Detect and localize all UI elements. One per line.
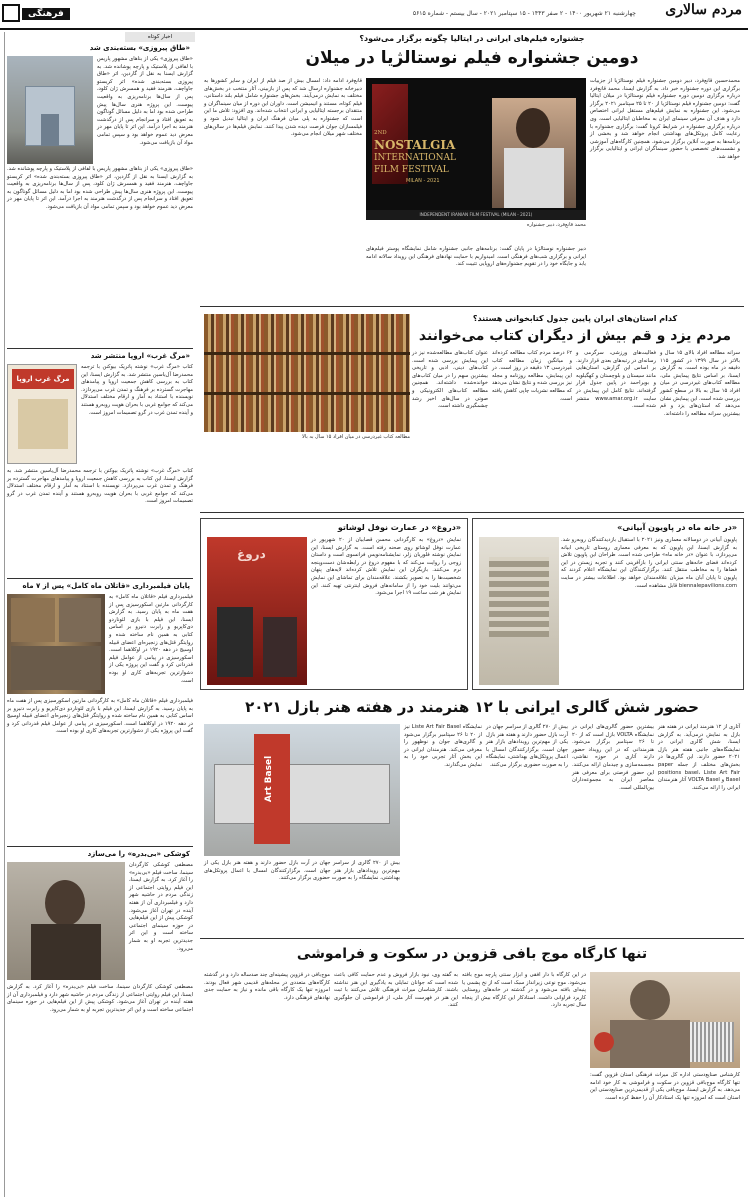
poster-band: INDEPENDENT IRANIAN FILM FESTIVAL (MILAN - 2021) bbox=[366, 210, 586, 220]
poster-line3: INTERNATIONAL bbox=[374, 153, 456, 163]
story5-col3: بیش از ۲۷۰ گالری از سراسر جهان در آرت بازل حضور دارند و هفته هنر بازل یکی از مهم‌ترین رویدادهای بازار هنر جهان است. برگزارکنندگان امسال با اعمال پروتکل‌های بهداشتی، نمایشگاه را به صورت حضوری برگزار می‌کنند. bbox=[484, 724, 569, 768]
brief-body-4a: مصطفی کوشکی کارگردان سینما، ساخت فیلم «بی‌بدره» را آغاز کرد. به گزارش ایسنا، این فیلم روایتی اجتماعی از زندگی مردم در حاشیه شهر دارد و فیلمبرداری آن از هفته آینده در تهران آغاز می‌شود. کوشکی پیش از این فیلم‌هایی در حوزه سینمای اجتماعی ساخته است و این اثر جدیدترین تجربه او به شمار می‌رود. bbox=[127, 862, 193, 952]
film-stills-photo bbox=[7, 594, 105, 694]
brief-body-2b: کتاب «مرگ غرب» نوشته پاتریک بیوکنن با ترجمه محمدرضا آل‌یاسین منتشر شد. به گزارش ایسنا، این کتاب به بررسی کاهش جمعیت اروپا و پیامدهای مهاجرت گسترده بر فرهنگ و تمدن غرب می‌پردازد. نویسنده با استناد به آمار و ارقام مختلف استدلال می‌کند که جوامع غربی با بحران هویت روبه‌رو هستند و آینده تمدن غرب در گرو تصمیمات امروز است. bbox=[5, 468, 193, 505]
play-poster-text: دروغ bbox=[237, 547, 266, 561]
story1-col2: قانع‌فرد ادامه داد: امسال بیش از صد فیلم از ایران و سایر کشورها به دبیرخانه جشنواره ارسال شد که پس از بازبینی، آثار منتخب در بخش‌های مختلف به نمایش درمی‌آیند. بخش‌های جشنواره شامل فیلم بلند داستانی، فیلم کوتاه، مستند و انیمیشن است. داوران این دوره از میان سینماگران و منتقدان برجسته ایتالیایی و ایرانی انتخاب شده‌اند. وی افزود: تلاش ما این است که جشنواره به پلی میان فرهنگ ایران و ایتالیا تبدیل شود و فیلمسازان جوان فرصت دیده شدن پیدا کنند. نمایش فیلم‌ها در سالن‌های مختلف شهر میلان انجام می‌شود. bbox=[202, 78, 362, 138]
artbasel-banner: Art Basel bbox=[264, 755, 275, 803]
brief-body-1b: «طاق پیروزی» یکی از بناهای مشهور پاریس با لفافی از پلاستیک و پارچه پوشانده شد. به گزارش ایسنا به نقل از گاردین، اثر «طاق پیروزی بسته‌بندی شده» اثر کریستو جاواچف، هنرمند فقید و همسرش ژان کلود، پس از سال‌ها برنامه‌ریزی به واقعیت پیوست. این پروژه هنری سال‌ها پیش طراحی شده بود اما به دلیل مسائل گوناگون به تعویق افتاد و سرانجام پس از درگذشت هنرمند به اجرا درآمد. این اثر تا پایان مهر در معرض دید عموم خواهد بود و سپس تمامی مواد آن بازیافت می‌شود. bbox=[5, 166, 194, 210]
story1-col3: دبیر جشنواره نوستالژیا در پایان گفت: برنامه‌های جانبی جشنواره شامل نمایشگاه پوستر فیلم‌های ایرانی و برگزاری شب‌های فرهنگی است. امیدواریم با حمایت نهادهای فرهنگی این رویداد سالانه ادامه یابد و جایگاه خود را در تقویم جشنواره‌های اروپایی تثبیت کند. bbox=[364, 246, 586, 268]
story5-col1: آثاری از ۱۲ هنرمند ایرانی در هفته هنر بازل به نمایش درمی‌آید. به گزارش ایسنا، شش گالری ایرانی در نمایشگاه‌های جانبی هفته هنر بازل ۲۰۲۱ حضور دارند. این گالری‌ها در بخش‌های مختلف از جمله paper positions basel، Liste Art Fair Basel و VOLTA Basel آثار هنرمندان ایرانی را ارائه می‌کنند. bbox=[656, 724, 741, 791]
brief-body-4b: مصطفی کوشکی کارگردان سینما، ساخت فیلم «بی‌بدره» را آغاز کرد. به گزارش ایسنا، این فیلم روایتی اجتماعی از زندگی مردم در حاشیه شهر دارد و فیلمبرداری آن از هفته آینده در تهران آغاز می‌شود. کوشکی پیش از این فیلم‌هایی در حوزه سینمای اجتماعی ساخته است و این اثر جدیدترین تجربه او به شمار می‌رود. bbox=[5, 984, 194, 1013]
story1-col1: محمدحسین قانع‌فرد، دبیر دومین جشنواره فیلم نوستالژیا از جزییات برگزاری این دوره جشنواره خبر داد. به گزارش ایسنا، محمد قانع‌فرد درباره برگزاری دومین دوره جشنواره فیلم نوستالژیا در میلان ایتالیا گفت: دومین جشنواره فیلم نوستالژیا از ۲۰ تا ۲۵ سپتامبر ۲۰۲۱ برگزار می‌شود. این جشنواره به نمایش فیلم‌های مستقل ایرانی اختصاص دارد و هدف آن معرفی سینمای ایران به مخاطبان ایتالیایی است. وی درباره برگزاری جشنواره در شرایط کرونا گفت: برگزاری جشنواره با رعایت کامل پروتکل‌های بهداشتی انجام خواهد شد و بخشی از برنامه‌ها به صورت آنلاین برگزار می‌شود. همچنین کارگاه‌های آموزشی و نشست‌های تخصصی با حضور سینماگران ایرانی و ایتالیایی برگزار خواهد شد. bbox=[588, 78, 741, 160]
story-qazvin bbox=[200, 942, 744, 1198]
brief-body-1a: «طاق پیروزی» یکی از بناهای مشهور پاریس با لفافی از پلاستیک و پارچه پوشانده شد. به گزارش ایسنا به نقل از گاردین، اثر «طاق پیروزی بسته‌بندی شده» اثر کریستو جاواچف، هنرمند فقید و همسرش ژان کلود، پس از سال‌ها برنامه‌ریزی به واقعیت پیوست. این پروژه هنری سال‌ها پیش طراحی شده بود اما به دلیل مسائل گوناگون به تعویق افتاد و سرانجام پس از درگذشت هنرمند به اجرا درآمد. این اثر تا پایان مهر در معرض دید عموم خواهد بود و سپس تمامی مواد آن بازیافت می‌شود. bbox=[95, 56, 194, 146]
story6-headline: تنها کارگاه موج بافی قزوین در سکوت و فراموشی bbox=[296, 946, 648, 962]
poster-line2: NOSTALGIA bbox=[374, 138, 456, 152]
brief-title-1: «طاق پیروزی» بسته‌بندی شد bbox=[89, 44, 190, 52]
section-icon bbox=[2, 4, 20, 22]
book-cover-title: مرگ غرب اروپا bbox=[12, 369, 74, 389]
festival-poster bbox=[366, 78, 586, 220]
section-label: فرهنگی bbox=[22, 8, 70, 20]
brief-body-2a: کتاب «مرگ غرب» نوشته پاتریک بیوکنن با ترجمه محمدرضا آل‌یاسین منتشر شد. به گزارش ایسنا، این کتاب به بررسی کاهش جمعیت اروپا و پیامدهای مهاجرت گسترده بر فرهنگ و تمدن غرب می‌پردازد. نویسنده با استناد به آمار و ارقام مختلف استدلال می‌کند که جوامع غربی با بحران هویت روبه‌رو هستند و آینده تمدن غرب در گرو تصمیمات امروز است. bbox=[79, 364, 193, 416]
bookshelf-photo bbox=[204, 314, 410, 432]
dateline: چهارشنبه ۲۱ شهریور ۱۴۰۰ - ۲ صفر ۱۴۴۳ - ۱۵ سپتامبر ۲۰۲۱ - سال بیستم - شماره ۵۶۱۵ bbox=[412, 10, 636, 17]
story6-col3: به گفته وی، نبود بازار فروش و عدم حمایت کافی باعث شده است که جوانان تمایلی به یادگیری این هنر نداشته باشند. کارشناسان میراث فرهنگی تلاش می‌کنند با ثبت این هنر در فهرست آثار ملی، از فراموشی آن جلوگیری کنند. bbox=[332, 972, 458, 1009]
story6-col4: موج‌بافی در قزوین پیشینه‌ای چند صدساله دارد و در گذشته کارگاه‌های متعددی در محله‌های قدیمی شهر فعال بودند. امروزه تنها یک کارگاه باقی مانده و نیاز به حمایت جدی نهادهای فرهنگی دارد. bbox=[202, 972, 330, 1001]
play-photo bbox=[207, 537, 307, 685]
story6-col1: کارشناس صنایع‌دستی اداره کل میراث فرهنگی استان قزوین گفت: تنها کارگاه موج‌بافی قزوین در سکوت و فراموشی به کار خود ادامه می‌دهد. به گزارش ایسنا، موج‌بافی یکی از قدیمی‌ترین صنایع‌دستی این استان است که امروزه تنها یک استادکار آن را حفظ کرده است. bbox=[588, 1072, 740, 1101]
story4-title: «دروغ» در عمارت نوفل لوشاتو bbox=[337, 523, 461, 532]
brief-title-3: پایان فیلمبرداری «قاتلان ماه کامل» پس از ۷ ماه bbox=[22, 582, 190, 590]
story1-caption: محمد قانع‌فرد، دبیر جشنواره bbox=[526, 222, 586, 228]
story5-headline: حضور شش گالری ایرانی با ۱۲ هنرمند در هفته هنر بازل ۲۰۲۱ bbox=[245, 698, 699, 716]
weaver-photo bbox=[590, 972, 740, 1068]
story6-col2: در این کارگاه با دار افقی و ابزار سنتی پارچه موج بافته می‌شود. موج نوعی زیرانداز سبک است که از نخ پشمی یا پنبه‌ای بافته می‌شود و در گذشته در خانه‌های روستایی کاربرد فراوانی داشت. استادکار این کارگاه بیش از پنجاه سال تجربه دارد. bbox=[460, 972, 586, 1009]
story-nostalgia bbox=[200, 32, 744, 302]
story-reading bbox=[200, 310, 744, 510]
director-photo bbox=[492, 98, 576, 208]
story2-col2: فعالیت‌های ورزشی، سرگرمی و رسانه‌ای در رتبه‌های بعدی قرار دارند. بر اساس این گزارش، استان‌هایی مانند سیستان و بلوچستان و کهگیلویه و بویراحمد در پایین جدول قرار گرفته‌اند. نتایج کامل این پیمایش در سایت www.amar.org.ir منتشر شده است. bbox=[574, 350, 656, 410]
story5-col2: بیشترین حضور گالری‌های ایرانی در نمایشگاه VOLTA بازل است که از ۲۰ تا ۲۶ سپتامبر برگزار می‌شود. هنرمندانی که در این رویداد حضور دارند آثاری در حوزه نقاشی، مجسمه‌سازی و چیدمان ارائه می‌کنند. این حضور فرصتی برای معرفی هنر معاصر ایران به مجموعه‌داران بین‌المللی است. bbox=[570, 724, 654, 791]
story-art-basel bbox=[200, 696, 744, 936]
arc-photo bbox=[7, 56, 93, 164]
story-lie-play bbox=[200, 518, 468, 690]
poster-line5: 2021 - MILAN bbox=[406, 178, 440, 184]
brief-title-2: «مرگ غرب» اروپا منتشر شد bbox=[90, 352, 190, 360]
story3-body: پاویون آبیانی در دوسالانه معماری ونیز ۲۰۲۱ با استقبال بازدیدکنندگان روبه‌رو شد. به گزارش ایسنا، این پاویون که به معرفی معماری روستای تاریخی ابیانه می‌پردازد، با عنوان «در خانه ماه» طراحی شده است. طراحان این پاویون تلاش کرده‌اند فضای خانه‌های سنتی ایرانی را بازآفرینی کنند و تجربه زیستن در این فضاها را به مخاطب منتقل کنند. برگزارکنندگان این نمایشگاه اعلام کردند که پاویون تا پایان آبان ماه میزبان علاقه‌مندان خواهد بود. اطلاعات بیشتر در سایت biennalepavilions.com قابل مشاهده است. bbox=[559, 537, 737, 589]
story2-col1: سرانه مطالعه افراد بالای ۱۵ سال و بالاتر در سال ۱۳۹۹ در کشور ۱۱۵ دقیقه در ماه بوده است. به گزارش ایسنا، بر اساس نتایج پیمایش ملی، مطالعه کتاب‌های غیردرسی در میان افراد ۱۵ سال به بالا در سطح کشور بررسی شده است. این پیمایش نشان می‌دهد که استان‌های یزد و قم بیشترین سرانه مطالعه را داشته‌اند. bbox=[658, 350, 741, 417]
story1-headline: دومین جشنواره فیلم نوستالژیا در میلان bbox=[305, 48, 639, 68]
brief-body-3b: فیلمبرداری فیلم «قاتلان ماه کامل» به کارگردانی مارتین اسکورسیزی پس از هفت ماه به پایان رسید. به گزارش ایسنا، این فیلم با بازی لئوناردو دی‌کاپریو و رابرت دنیرو بر اساس کتابی به همین نام ساخته شده و روایتگر قتل‌های زنجیره‌ای اعضای قبیله اوسیج در دهه ۱۹۲۰ در اوکلاهما است. اسکورسیزی در پیامی از عوامل فیلم قدردانی کرد و گفت این پروژه یکی از دشوارترین تجربه‌های کاری او بوده است. bbox=[5, 698, 194, 735]
story2-kicker: کدام استان‌های ایران پایین جدول کتابخوانی هستند؟ bbox=[472, 314, 678, 323]
story2-headline: مردم یزد و قم بیش از دیگران کتاب می‌خوانند bbox=[418, 328, 732, 344]
story2-caption: مطالعه کتاب غیردرسی در میان افراد ۱۵ سال به بالا bbox=[302, 434, 410, 440]
story2-col3: ۶۲ درصد مردم کتاب مطالعه کرده‌اند و میانگین زمان مطالعه کتاب غیردرسی ۱۳ دقیقه در روز است. در این پیمایش، مطالعه روزنامه و مجله نیز بررسی شده و نتایج نشان می‌دهد که مطالعه نشریات چاپی کاهش یافته است. bbox=[490, 350, 572, 402]
masthead bbox=[0, 0, 748, 30]
poster-line4: FILM FESTIVAL bbox=[374, 165, 449, 175]
story1-kicker: جشنواره فیلم‌های ایرانی در ایتالیا چگونه برگزار می‌شود؟ bbox=[359, 34, 585, 43]
artbasel-photo bbox=[204, 724, 400, 856]
story2-col4: عنوان کتاب‌های مطالعه‌شده نیز در این پیمایش بررسی شده است. کتاب‌های دینی، ادبی و تاریخی بیشترین سهم را در میان کتاب‌های خوانده‌شده داشته‌اند. همچنین مطالعه کتاب‌های الکترونیکی و صوتی در سال‌های اخیر رشد چشمگیری داشته است. bbox=[410, 350, 488, 410]
story3-title: «در خانه ماه در پاویون آبیانی» bbox=[617, 523, 737, 532]
book-cover bbox=[7, 364, 77, 464]
newspaper-logo: مردم سالاری bbox=[665, 2, 742, 18]
brief-title-4: کوشکی «بی‌بدره» را می‌سازد bbox=[87, 850, 190, 858]
story5-col4: نمایشگاه Liste Art Fair Basel نیز از ۲۰ تا ۲۶ سپتامبر برگزار می‌شود و گالری‌های جوان و نوظهور را معرفی می‌کند. هنرمندان ایرانی در این بخش آثار تجربی خود را به نمایش می‌گذارند. bbox=[402, 724, 482, 768]
sidebar-label: اخبار کوتاه bbox=[125, 32, 195, 42]
pavilion-photo bbox=[479, 537, 559, 685]
story-abyaneh bbox=[472, 518, 744, 690]
story4-body: نمایش «دروغ» به کارگردانی محسن قصابیان از ۲۰ شهریور در عمارت نوفل لوشاتو روی صحنه رفته است. به گزارش ایسنا، این نمایش نوشته فلوریان زلر، نمایشنامه‌نویس فرانسوی است و داستان زوجی را روایت می‌کند که با مفهوم دروغ در رابطه‌شان دست‌وپنجه نرم می‌کنند. بازیگران این نمایش تلاش کرده‌اند لایه‌های پنهان شخصیت‌ها را به تصویر بکشند. علاقه‌مندان برای تماشای این نمایش می‌توانند بلیت خود را از سامانه‌های فروش اینترنتی تهیه کنند. این نمایش هر شب ساعت ۱۹ اجرا می‌شود. bbox=[309, 537, 462, 597]
story5-col5: بیش از ۲۷۰ گالری از سراسر جهان در آرت بازل حضور دارند و هفته هنر بازل یکی از مهم‌ترین رویدادهای بازار هنر جهان است. برگزارکنندگان امسال با اعمال پروتکل‌های بهداشتی، نمایشگاه را به صورت حضوری برگزار می‌کنند. bbox=[202, 860, 400, 882]
director-portrait bbox=[7, 862, 125, 980]
poster-line1: 2ND bbox=[374, 130, 387, 136]
brief-body-3a: فیلمبرداری فیلم «قاتلان ماه کامل» به کارگردانی مارتین اسکورسیزی پس از هفت ماه به پایان رسید. به گزارش ایسنا، این فیلم با بازی لئوناردو دی‌کاپریو و رابرت دنیرو بر اساس کتابی به همین نام ساخته شده و روایتگر قتل‌های زنجیره‌ای اعضای قبیله اوسیج در دهه ۱۹۲۰ در اوکلاهما است. اسکورسیزی در پیامی از عوامل فیلم قدردانی کرد و گفت این پروژه یکی از دشوارترین تجربه‌های کاری او بوده است. bbox=[107, 594, 194, 684]
sidebar bbox=[4, 32, 194, 1197]
